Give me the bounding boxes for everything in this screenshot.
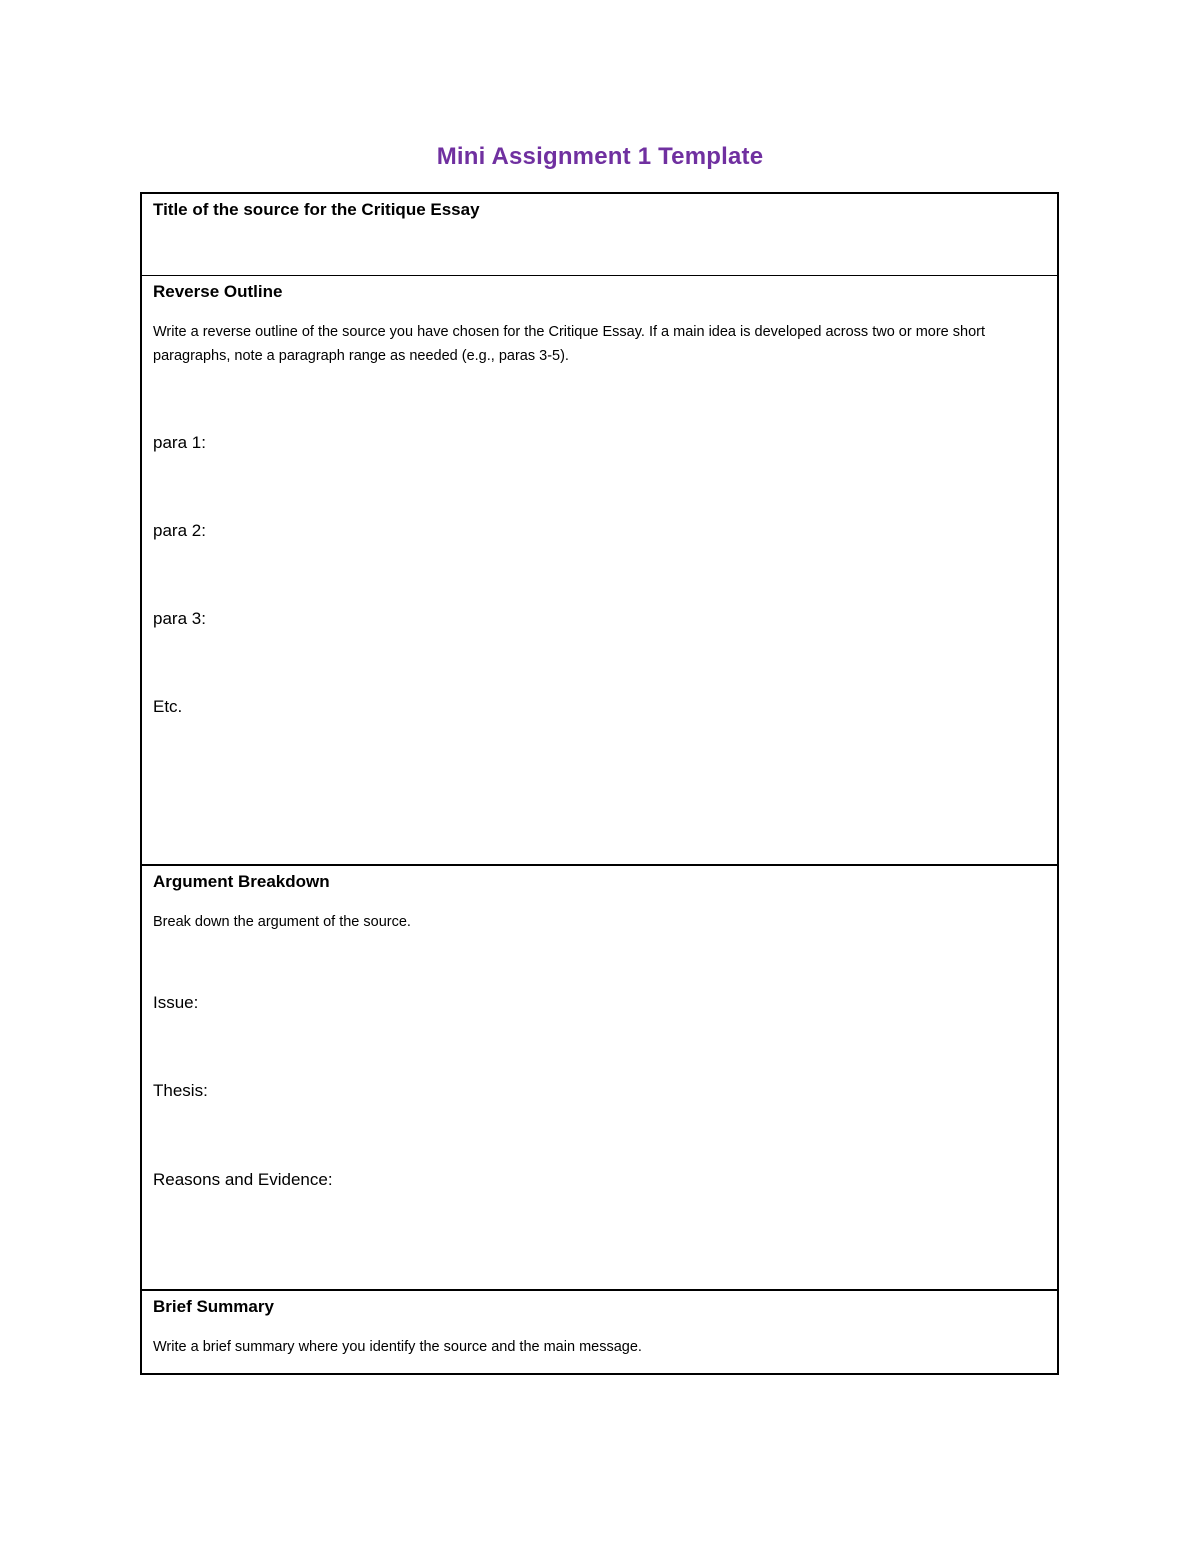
argument-breakdown-section[interactable] [142,866,1057,1291]
brief-summary-instructions: Write a brief summary where you identify the source and the main message. [153,1339,642,1355]
reverse-outline-instructions: Write a reverse outline of the source you have chosen for the Critique Essay. If a main idea is developed across two or more short paragraphs, note a paragraph range as needed (e.g., paras 3-5). [153,324,986,364]
etc-label: Etc. [153,697,183,716]
reverse-outline-heading: Reverse Outline [153,282,283,301]
argument-breakdown-instructions: Break down the argument of the source. [153,914,411,930]
para-1-label: para 1: [153,433,206,452]
issue-label: Issue: [153,993,199,1012]
brief-summary-section[interactable] [142,1291,1057,1373]
reverse-outline-section[interactable] [142,276,1057,866]
brief-summary-heading: Brief Summary [153,1297,274,1316]
argument-breakdown-heading: Argument Breakdown [153,872,330,891]
assignment-form-table [140,192,1059,1375]
para-2-label: para 2: [153,521,206,540]
para-3-label: para 3: [153,609,206,628]
reasons-evidence-label: Reasons and Evidence: [153,1170,333,1189]
source-title-heading: Title of the source for the Critique Essay [153,200,480,219]
thesis-label: Thesis: [153,1081,208,1100]
page-title: Mini Assignment 1 Template [436,143,764,170]
source-title-section[interactable] [142,194,1057,276]
